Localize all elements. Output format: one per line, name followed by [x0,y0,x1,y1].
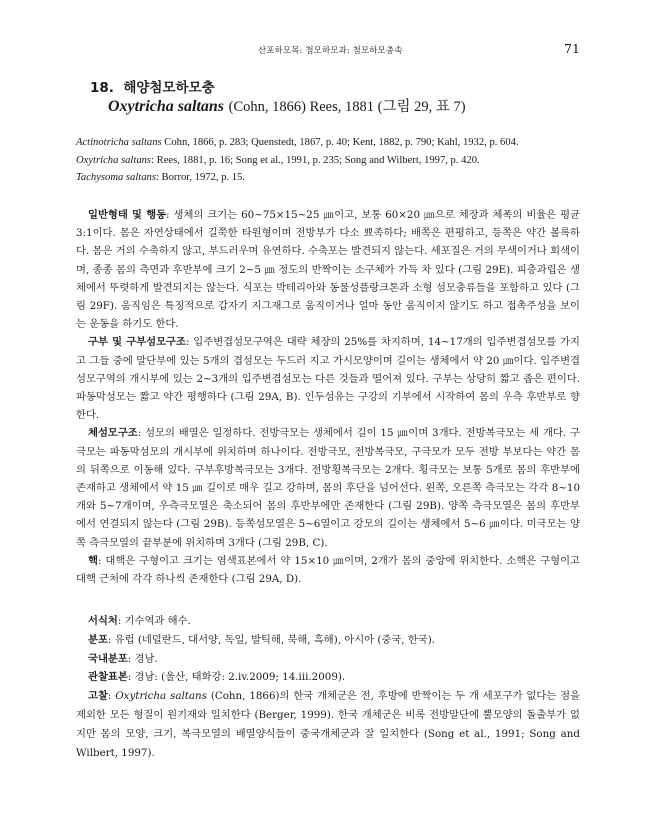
paragraph-somatic-ciliature [76,424,580,551]
scientific-name: Oxytricha saltans [108,98,225,115]
paragraph-heading: 구부 및 구부섬모구조 [88,336,186,349]
info-heading: 서식처 [88,615,118,627]
paragraph-nucleus [76,552,580,588]
synonym-entry [76,169,588,187]
paragraph-heading: 일반형태 및 행동 [88,209,167,221]
info-text: : 경남. [127,652,158,665]
synonym-refs: Cohn, 1866, p. 283; Quenstedt, 1867, p. 40; Kent, 1882, p. 790; Kahl, 1932, p. 604. [161,137,519,148]
info-specimens [76,668,580,687]
synonym-name: Tachysoma saltans [76,172,156,183]
info-remarks [76,687,580,762]
remark-species: Oxytricha saltans [115,690,207,703]
synonym-refs: : Borror, 1972, p. 15. [155,172,245,183]
paragraph-heading: 체섬모구조 [88,427,138,440]
species-line [108,95,466,116]
paragraph-oral-structure [76,333,580,424]
synonym-list [76,134,588,187]
synonym-name: Actinotricha saltans [76,137,162,148]
remark-text: (Cohn, 1866)의 한국 개체군은 전, 후방에 반짝이는 두 개 세포구가 없다는 점을 제외한 모든 형질이 원기재와 일치한다 (Berger, 1999). 한국 개체군은 비록 전방말단에 뿔모양의 돌출부가 없지만 몸의 모양, 크기, 복극모열의 배열양식들이 중국개체군과 잘 일치한다 (Song et al., 1991; Song and Wilbert, 1997). [76,690,580,759]
paragraph-text: : 섬모의 배열은 일정하다. 전방극모는 생체에서 길이 15 ㎛이며 3개다. 전방복극모는 세 개다. 구극모는 파동막섬모의 개시부에 위치하며 하나이다. 전방극모, 전방복극모, 구극모가 모두 전방 부보다는 약간 몸의 뒤쪽으로 이동해 있다. 구부후방복극모는 3개다. 전방횡복극모는 2개다. 횡극모는 보통 5개로 몸의 후반부에 존재하고 생체에서 약 15 ㎛ 길이로 매우 길고 강하며, 몸의 후단을 넘어선다. 왼쪽, 오른쪽 측극모는 각각 8~10개와 5~7개이며, 우측극모열은 축소되어 몸의 후반부에만 존재한다 (그림 29B). 양쪽 측극모열은 몸의 후반부에서 연결되지 않는다 (그림 29B). 등쪽섬모열은 5~6열이고 강모의 길이는 생체에서 5~6 ㎛이다. 미극모는 양쪽 측극모열의 끝부분에 위치하며 3개다 (그림 29B, C). [76,427,580,549]
korean-species-name: 해양첨모하모충 [123,80,215,96]
running-header: 산포하모목: 첨모하모과: 첨모하모충속 [258,46,403,56]
synonym-refs: : Rees, 1881, p. 16; Song et al., 1991, p. 235; Song and Wilbert, 1997, p. 420. [151,154,480,166]
synonym-name: Oxytricha saltans [76,154,152,166]
paragraph-text: : 입주변겹섬모구역은 대략 체장의 25%를 차지하며, 14~17개의 입주변겹섬모를 가지고 그들 중에 말단부에 있는 5개의 겹섬모는 두드러 지고 가시모양이며 길이는 생체에서 약 20 ㎛이다. 입주변겹섬모구역의 개시부에 있는 2~3개의 입주변겹섬모는 다른 것들과 떨어져 있다. 구부는 상당히 짧고 좁은 편이다. 파동막섬모는 짧고 약간 평행하다 (그림 29A, B). 인두섬유는 구강의 기부에서 시작하여 몸의 우측 후반부로 향한다. [76,336,580,422]
paragraph-heading: 핵 [88,554,98,567]
paragraph-text: : 대핵은 구형이고 크기는 염색표본에서 약 15×10 ㎛이며, 2개가 몸의 중앙에 위치한다. 소핵은 구형이고 대핵 근처에 각각 하나씩 존재한다 (그림 29A, D). [76,554,580,586]
paragraph-morphology [76,206,580,333]
info-domestic-distribution [76,650,580,669]
page-number: 71 [564,41,580,56]
remark-heading: 고찰 [88,690,108,703]
species-authority: (Cohn, 1866) Rees, 1881 (그림 29, 표 7) [228,99,466,115]
description-body [76,206,580,588]
section-title [90,76,215,96]
info-distribution [76,631,580,650]
info-text: : 유럽 (네덜란드, 대서양, 독일, 발틱해, 북해, 흑해), 아시아 (중국, 한국). [107,633,436,646]
info-heading: 국내분포 [88,652,128,665]
info-text: : 기수역과 해수. [117,615,191,627]
info-text: : 경남: (울산, 태화강: 2.iv.2009; 14.iii.2009). [127,671,346,684]
info-habitat [76,612,580,631]
info-section [76,612,580,762]
section-number: 18. [90,80,114,96]
synonym-entry [76,134,588,152]
paragraph-text: : 생체의 크기는 60~75×15~25 ㎛이고, 보통 60×20 ㎛으로 체장과 체폭의 비율은 평균 3:1이다. 몸은 자연상태에서 길쭉한 타원형이며 전방부가 다소 뾰족하다; 배쪽은 편평하고, 등쪽은 약간 볼록하다. 몸은 거의 수축하지 않고, 부드러우며 유연하다. 수축포는 발견되지 않는다. 세포질은 거의 무색이거나 회색이며, 종종 몸의 측면과 후반부에 크기 2~5 ㎛ 정도의 반짝이는 소구체가 가득 차 있다 (그림 29E). 피층과립은 생체에서 뚜렷하게 발견되지는 않는다. 식포는 박테리아와 동물성플랑크톤과 소형 섬모충류들을 포함하고 있다 (그림 29F). 움직임은 특징적으로 갑자기 지그재그로 움직이거나 얼마 동안 움직이지 않기도 하고 접촉주성을 보이는 운동을 하기도 한다. [76,209,580,331]
info-heading: 분포 [88,633,108,646]
info-heading: 관찰표본 [88,671,128,684]
synonym-entry [76,152,588,170]
remark-sep: : [107,690,116,703]
